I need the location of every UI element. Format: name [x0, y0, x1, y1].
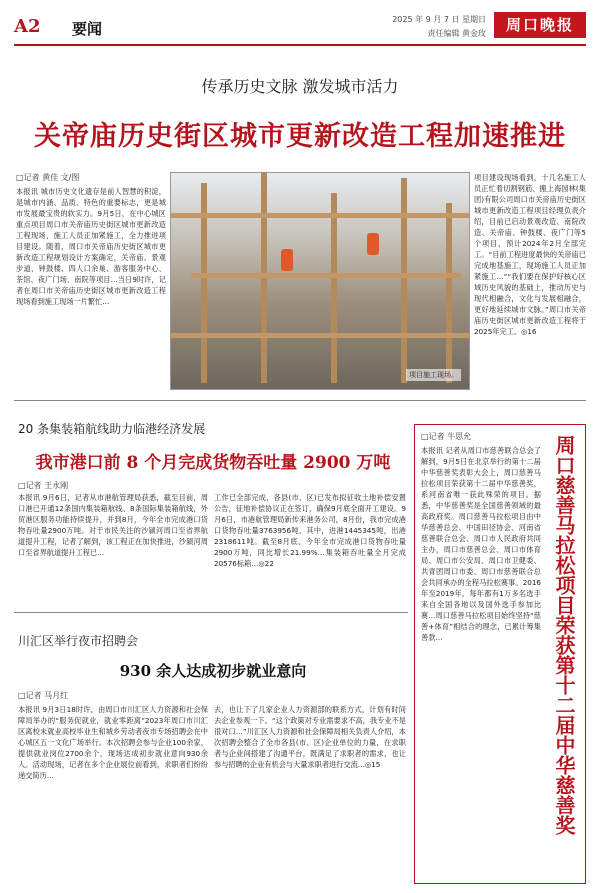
- section-divider: [14, 400, 586, 401]
- section-name: 要闻: [72, 20, 103, 38]
- story3-byline: □记者 马月红: [18, 691, 69, 700]
- worker-figure: [367, 233, 379, 255]
- worker-figure: [281, 249, 293, 271]
- construction-photo: [170, 172, 470, 390]
- story2-column-1: 本报讯 9月6日，记者从市港航管理局获悉，截至目前，周口港已开通12条国内集装箱航线、8条国际集装箱航线，外贸港区服务功能持续提升，并到8月，今年全市完成港口货物吞吐量2900万吨。对于市民关注的沙颍河周口至省界航道提升工程，记者了解到，该工程正在加快推进，沙颍河周口至省界航道提升工程已…: [18, 493, 208, 557]
- editor-credit: 责任编辑 黄金玫: [427, 29, 486, 38]
- story2-byline: □记者 王永刚: [18, 481, 69, 490]
- story3-column-2: 去，也让下了几家企业人力资源部的联系方式，计划有时间去企业参观一下。“这个政策对专业需要求不高，我专业不是很对口…”川汇区人力资源和社会保障局相关负责人介绍，本次招聘会整合了全市各县(市、区)企业单位的力量，在求职者与企业间搭建了沟通平台，既满足了求职者的需求，也让参与招聘的企业有机会与大量求职者进行交流…◎15: [214, 705, 406, 769]
- story1-kicker: 传承历史文脉 激发城市活力: [201, 77, 399, 96]
- story2-kicker: 20 条集装箱航线助力临港经济发展: [18, 422, 206, 436]
- story3-headline: 930 余人达成初步就业意向: [119, 662, 307, 680]
- header-rule: [14, 44, 586, 46]
- story1-byline: □记者 黄佳 文/图: [16, 173, 80, 182]
- story3-column-1: 本报讯 9月3日18时许，由周口市川汇区人力资源和社会保障局举办的“服务促就业，就业零距离”2023年周口市川汇区离校未就业高校毕业生和城乡劳动者夜市专场招聘会在中心城区五一文化广场举行。本次招聘会参与企业100余家，提供就业岗位2700余个，现场达成初步就业意向930余人。活动现场，记者在多个企业展位前看到，求职者们纷纷递交简历…: [18, 705, 208, 780]
- story2-headline: 我市港口前 8 个月完成货物吞吐量 2900 万吨: [35, 453, 391, 473]
- story1-column-1: 本报讯 城市历史文化遗存是前人智慧的积淀，是城市内涵、品质、特色的重要标志，更是城市发展最宝贵的软实力。9月5日，在中心城区重点项目周口市关帝庙历史街区城市更新改造工程现场，施工人员正加紧施工，全力推进项目建设。随着，周口市关帝庙历史街区城市更新改造工程规划设计方案确定，关帝庙、景观步道、钟鼓楼、四人口余巢、游客服务中心、茶馆、夜广门场、南院等项目…当日9时许，记者在周口市关帝庙历史街区城市更新改造工程现场看到施工现场一片繁忙…: [16, 187, 166, 306]
- rightbox-text: 本报讯 记者从周口市慈善联合总会了解到，9月5日在北京举行的第十二届中华慈善奖表彰大会上，周口慈善马拉松项目荣获第十二届中华慈善奖，系河南省唯一获此殊荣的项目。据悉，中华慈善奖是全国慈善领域的最高政府奖。周口慈善马拉松项目由中华慈善总会、中国田径协会、河南省慈善联合总会、周口市人民政府共同主办，周口市慈善总会、周口市体育局、周口市公安局、周口市卫健委、共青团周口市委、周口市慈善联合总会共同承办的全程马拉松赛事。2016年至2019年，每年都有1万多名选手来自全国各地以及国外选手参加比赛…周口慈善马拉松项目始终坚持“慈善+体育”相结合的理念，已累计筹集善款…: [421, 446, 541, 642]
- section-divider: [14, 612, 408, 613]
- photo-caption: 项目施工现场。: [406, 369, 461, 381]
- issue-date: 2025 年 9 月 7 日 星期日: [392, 15, 486, 24]
- story1-headline: 关帝庙历史街区城市更新改造工程加速推进: [34, 121, 566, 152]
- rightbox-headline: 周口慈善马拉松项目荣获第十二届中华慈善奖: [552, 435, 576, 835]
- charity-marathon-box: [414, 424, 586, 884]
- story3-kicker: 川汇区举行夜市招聘会: [18, 634, 139, 648]
- paper-logo: 周口晚报: [494, 12, 586, 38]
- page-header: [14, 10, 586, 48]
- page-number: A2: [14, 16, 41, 37]
- story2-column-2: 工作已全部完成，各县(市、区)已发布拟征收土地补偿安置公告，征地补偿协议正在签订，确保9月底全面开工建设。9月6日，市港航管理局新传来港务公司，8月份，我市完成港口货物吞吐量3763956吨，其中，进港1445345吨，出港2318611吨。截至8月底，今年全市完成港口货物吞吐量2900万吨，同比增长21.99%…集装箱吞吐量全月完成20576标箱…◎22: [214, 493, 406, 568]
- story1-column-3: 项目建设现场看到，十几名施工人员正忙着切割钢筋、搬上海园林(集团)有限公司周口市关帝庙历史街区城市更新改造工程项目经理负责介绍，目前已启动景观改造、南院改造、关帝庙、钟鼓楼、夜广门等5个项目，预计2024年2月全部完工。“目前工程进度最快的关帝庙已完成地基施工，现场施工人员正加紧施工…”“我们要在保护好核心区域历史风貌的基础上，推动历史与现代相融合，文化与发展相融合，更好地延续城市文脉。”周口市关帝庙历史街区城市更新改造工程将于2025年完工。◎16: [474, 173, 586, 336]
- rightbox-byline: □记者 牛思允: [421, 432, 472, 441]
